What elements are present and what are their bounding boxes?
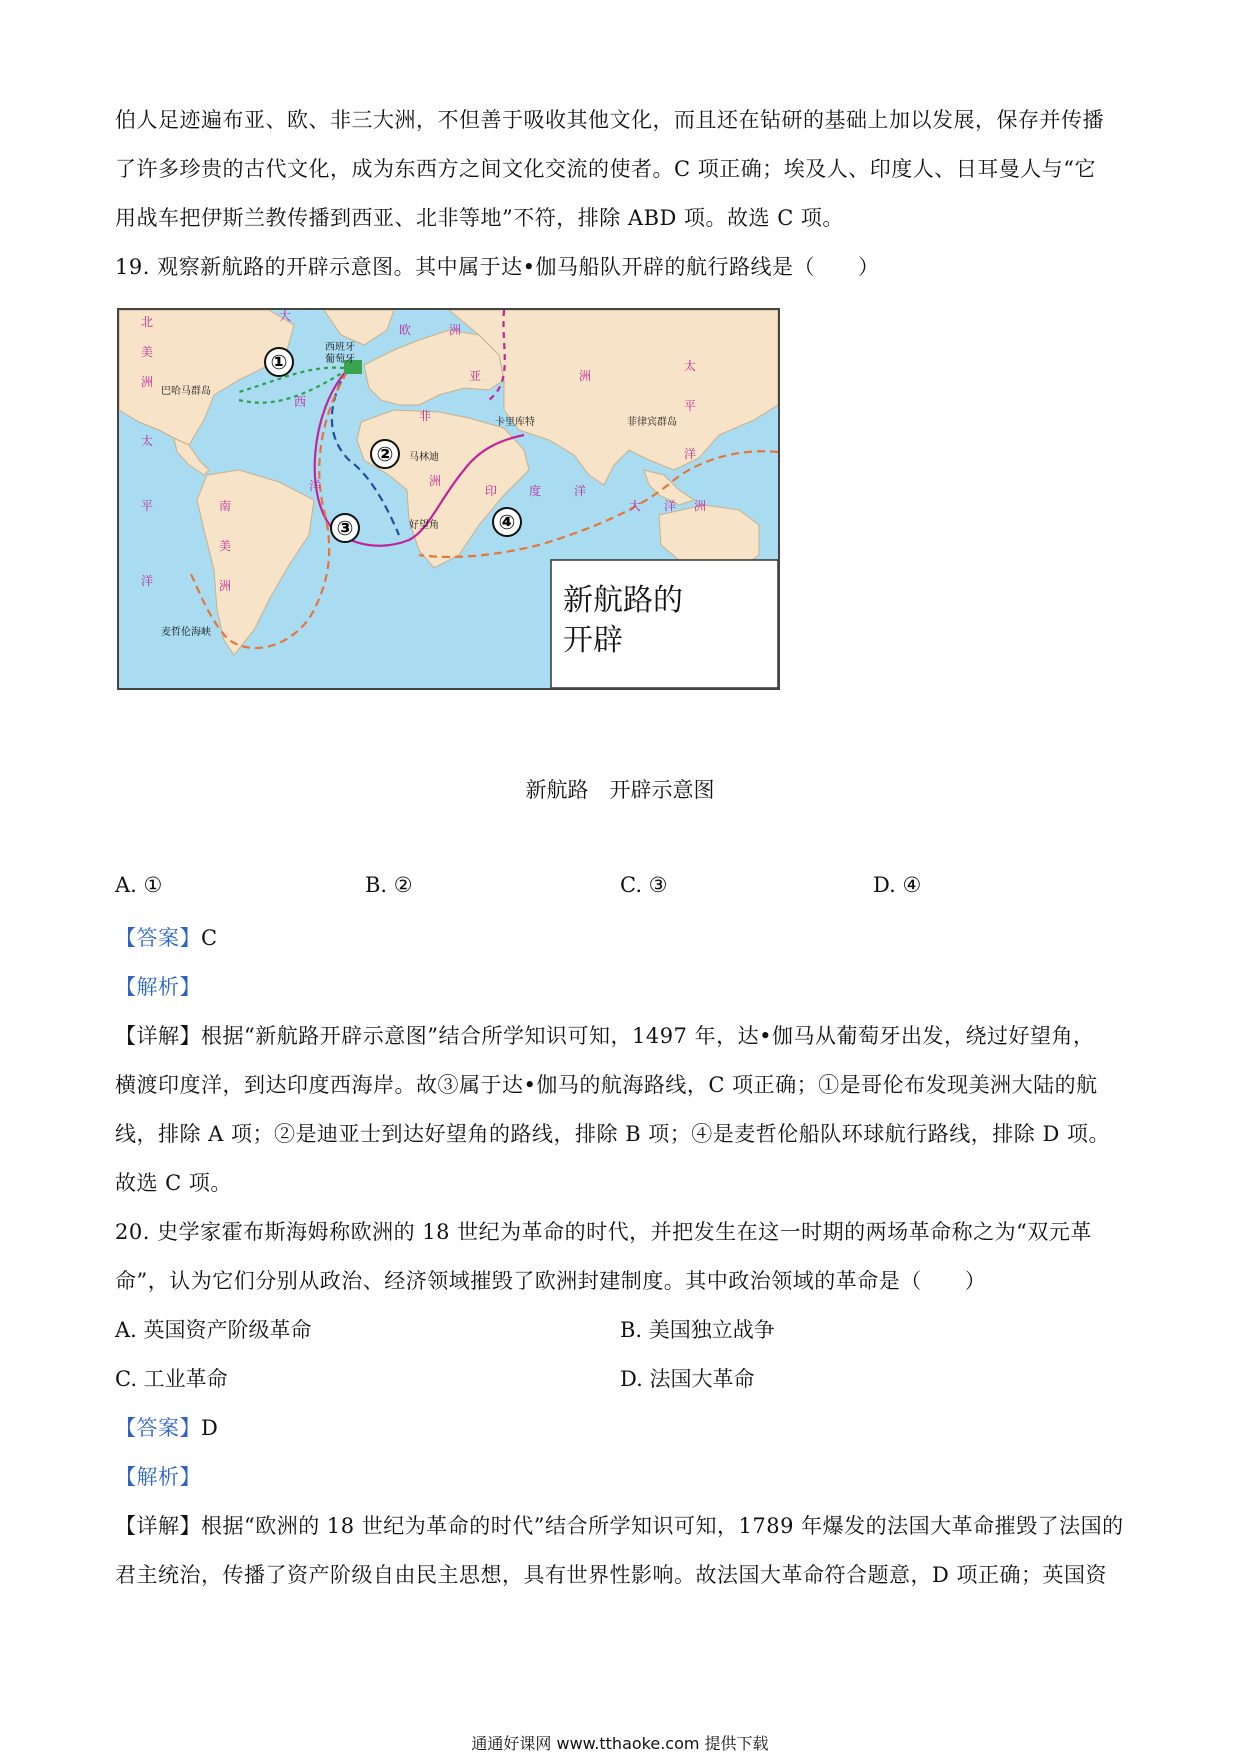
region-char-oceania-0: 大: [629, 499, 642, 513]
region-char-oceania-1: 洋: [664, 499, 677, 513]
region-char-oceania-2: 洲: [694, 499, 707, 513]
q20-option-d: D. 法国大革命: [620, 1367, 755, 1391]
detail-tag: 【详解】: [115, 1514, 201, 1538]
map-caption: [0, 774, 1240, 804]
caption-part-b: 开辟示意图: [609, 778, 715, 802]
greenland-shape: [324, 310, 394, 345]
region-char-atlantic-2: 洋: [309, 479, 322, 493]
route-marker-3: ③: [336, 516, 354, 540]
q20-option-c: C. 工业革命: [115, 1367, 228, 1391]
label-portugal: 葡萄牙: [325, 354, 355, 365]
q20-analysis-tag: 【解析】: [115, 1465, 201, 1489]
q20-option-a: A. 英国资产阶级革命: [115, 1318, 312, 1342]
q20-detail-line-1: [115, 1510, 1124, 1540]
q19-option-a: A. ①: [115, 873, 163, 897]
central-america-shape: [174, 438, 209, 475]
label-philippines: 菲律宾群岛: [627, 417, 677, 428]
q19-option-b: B. ②: [365, 873, 413, 897]
q20-detail-line-2: 君主统治，传播了资产阶级自由民主思想，具有世界性影响。故法国大革命符合题意，D 项正确；英国资: [115, 1563, 1108, 1587]
detail-tag: 【详解】: [115, 1024, 201, 1048]
region-char-south-america-2: 洲: [219, 579, 232, 593]
q19-detail-line-1: [115, 1020, 1094, 1050]
label-bahamas: 巴哈马群岛: [161, 386, 211, 397]
q19-stem: 19. 观察新航路的开辟示意图。其中属于达•伽马船队开辟的航行路线是（ ）: [115, 255, 880, 279]
region-char-pacific-east-2: 洋: [684, 447, 697, 461]
label-cape: 好望角: [409, 520, 439, 531]
region-char-indian-2: 洋: [574, 484, 587, 498]
map-title-line-1: 新航路的: [563, 583, 683, 618]
region-char-indian-0: 印: [485, 484, 498, 498]
africa-shape: [357, 410, 529, 568]
region-char-indian-1: 度: [529, 484, 542, 498]
q19-analysis-tag: 【解析】: [115, 975, 201, 999]
south-america-shape: [197, 470, 314, 655]
label-spain: 西班牙: [325, 342, 355, 353]
q19-detail-line-2: 横渡印度洋，到达印度西海岸。故③属于达•伽马的航海路线，C 项正确；①是哥伦布发现美洲大陆的航: [115, 1073, 1098, 1097]
caption-part-a: 新航路: [525, 778, 589, 802]
region-char-south-america-1: 美: [219, 539, 232, 553]
q19-option-d: D. ④: [873, 873, 922, 897]
new-routes-map: [117, 308, 780, 690]
region-char-asia-1: 洲: [579, 369, 592, 383]
region-char-north-america-1: 美: [141, 345, 154, 359]
q20-stem-line-1: 20. 史学家霍布斯海姆称欧洲的 18 世纪为革命的时代，并把发生在这一时期的两场革命称之为“双元革: [115, 1220, 1092, 1244]
prev-explanation-line-1: 伯人足迹遍布亚、欧、非三大洲，不但善于吸收其他文化，而且还在钻研的基础上加以发展，保存并传播: [115, 108, 1104, 132]
prev-explanation-line-3: 用战车把伊斯兰教传播到西亚、北非等地”不符，排除 ABD 项。故选 C 项。: [115, 206, 844, 230]
region-char-pacific-west-2: 洋: [141, 574, 154, 588]
route-marker-4: ④: [498, 510, 516, 534]
label-magellan: 麦哲伦海峡: [161, 627, 211, 638]
detail-text: 根据“欧洲的 18 世纪为革命的时代”结合所学知识可知，1789 年爆发的法国大革命摧毁了法国的: [201, 1514, 1124, 1538]
answer-value: D: [201, 1416, 219, 1440]
route-marker-2: ②: [376, 442, 394, 466]
region-char-pacific-east-1: 平: [684, 399, 697, 413]
region-char-europe-1: 洲: [449, 323, 462, 337]
q19-detail-line-4: 故选 C 项。: [115, 1171, 232, 1195]
europe-shape: [364, 330, 504, 405]
region-char-atlantic-1: 西: [294, 395, 307, 409]
region-char-pacific-west-1: 平: [141, 499, 154, 513]
label-malindi: 马林迪: [409, 452, 439, 463]
region-char-pacific-east-0: 太: [684, 359, 697, 373]
prev-explanation-line-2: 了许多珍贵的古代文化，成为东西方之间文化交流的使者。C 项正确；埃及人、印度人、日耳曼人与“它: [115, 157, 1096, 181]
q20-stem-line-2: 命”，认为它们分别从政治、经济领域摧毁了欧洲封建制度。其中政治领域的革命是（ ）: [115, 1269, 987, 1293]
q19-detail-line-3: 线，排除 A 项；②是迪亚士到达好望角的路线，排除 B 项；④是麦哲伦船队环球航行路线，排除 D 项。: [115, 1122, 1110, 1146]
q20-option-b: B. 美国独立战争: [620, 1318, 775, 1342]
region-char-north-america-2: 洲: [141, 375, 154, 389]
label-calicut: 卡里库特: [495, 417, 535, 428]
route-marker-1: ①: [270, 350, 288, 374]
region-char-north-america-0: 北: [141, 315, 154, 329]
q19-option-c: C. ③: [620, 873, 668, 897]
answer-tag: 【答案】: [115, 926, 201, 950]
region-char-pacific-west-0: 太: [141, 434, 154, 448]
region-char-europe-0: 欧: [399, 323, 412, 337]
region-char-south-america-0: 南: [219, 499, 232, 513]
detail-text: 根据“新航路开辟示意图”结合所学知识可知，1497 年，达•伽马从葡萄牙出发，绕过好望角，: [201, 1024, 1095, 1048]
map-title-line-2: 开辟: [563, 623, 623, 658]
answer-tag: 【答案】: [115, 1416, 201, 1440]
q19-answer: [115, 922, 218, 952]
answer-value: C: [201, 926, 218, 950]
region-char-atlantic-0: 大: [279, 310, 292, 323]
footer-source: 通通好课网 www.tthaoke.com 提供下载: [471, 1734, 769, 1753]
q20-answer: [115, 1412, 218, 1442]
region-char-asia-0: 亚: [469, 369, 482, 383]
region-char-africa-1: 洲: [429, 474, 442, 488]
region-char-africa-0: 非: [419, 409, 432, 423]
